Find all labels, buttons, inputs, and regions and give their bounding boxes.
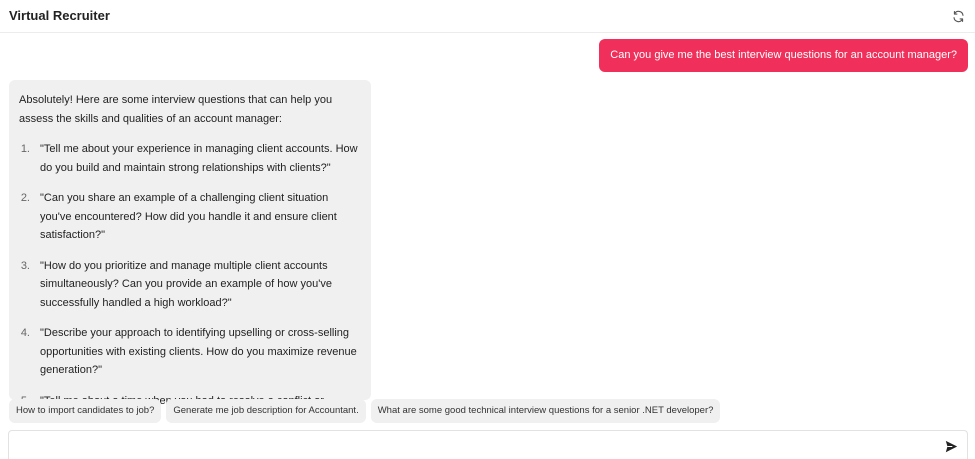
suggestion-chip-dotnet-questions[interactable]: What are some good technical interview questions for a senior .NET developer? xyxy=(371,399,721,423)
list-item xyxy=(19,324,361,380)
suggestion-chip-import-candidates[interactable]: How to import candidates to job? xyxy=(9,399,161,423)
message-input-bar xyxy=(8,430,968,459)
list-number: 3. xyxy=(20,259,30,272)
refresh-button[interactable] xyxy=(949,7,967,25)
header xyxy=(0,0,975,33)
refresh-icon xyxy=(952,10,965,23)
assistant-message xyxy=(9,80,371,400)
list-item xyxy=(19,189,361,245)
list-number: 1. xyxy=(20,143,30,155)
user-message: Can you give me the best interview questions for an account manager? xyxy=(599,39,968,72)
send-button[interactable] xyxy=(943,438,959,454)
message-input[interactable] xyxy=(17,437,917,455)
question-text: "Describe your approach to identifying upselling or cross-selling opportunities with existing clients. How do you maximize revenue generation?" xyxy=(40,327,357,376)
suggestion-chips xyxy=(9,399,720,423)
question-text: "How do you prioritize and manage multiple client accounts simultaneously? Can you provide an example of how you've successfully handled a high workload?" xyxy=(40,259,332,309)
chat-area[interactable] xyxy=(0,34,975,388)
list-number: 2. xyxy=(20,192,30,204)
suggestion-chip-job-description[interactable]: Generate me job description for Accountant. xyxy=(166,399,365,423)
send-icon xyxy=(945,440,958,453)
question-list xyxy=(19,140,361,410)
assistant-intro: Absolutely! Here are some interview questions that can help you assess the skills and qualities of an account manager: xyxy=(19,94,333,125)
list-item xyxy=(19,140,361,177)
list-number: 4. xyxy=(20,327,30,339)
list-item xyxy=(19,257,361,313)
question-text: "Can you share an example of a challenging client situation you've encountered? How did you handle it and ensure client satisfaction?" xyxy=(40,192,337,241)
app-title: Virtual Recruiter xyxy=(9,8,110,23)
question-text: "Tell me about your experience in managing client accounts. How do you build and maintain strong relationships with clients?" xyxy=(40,143,358,174)
